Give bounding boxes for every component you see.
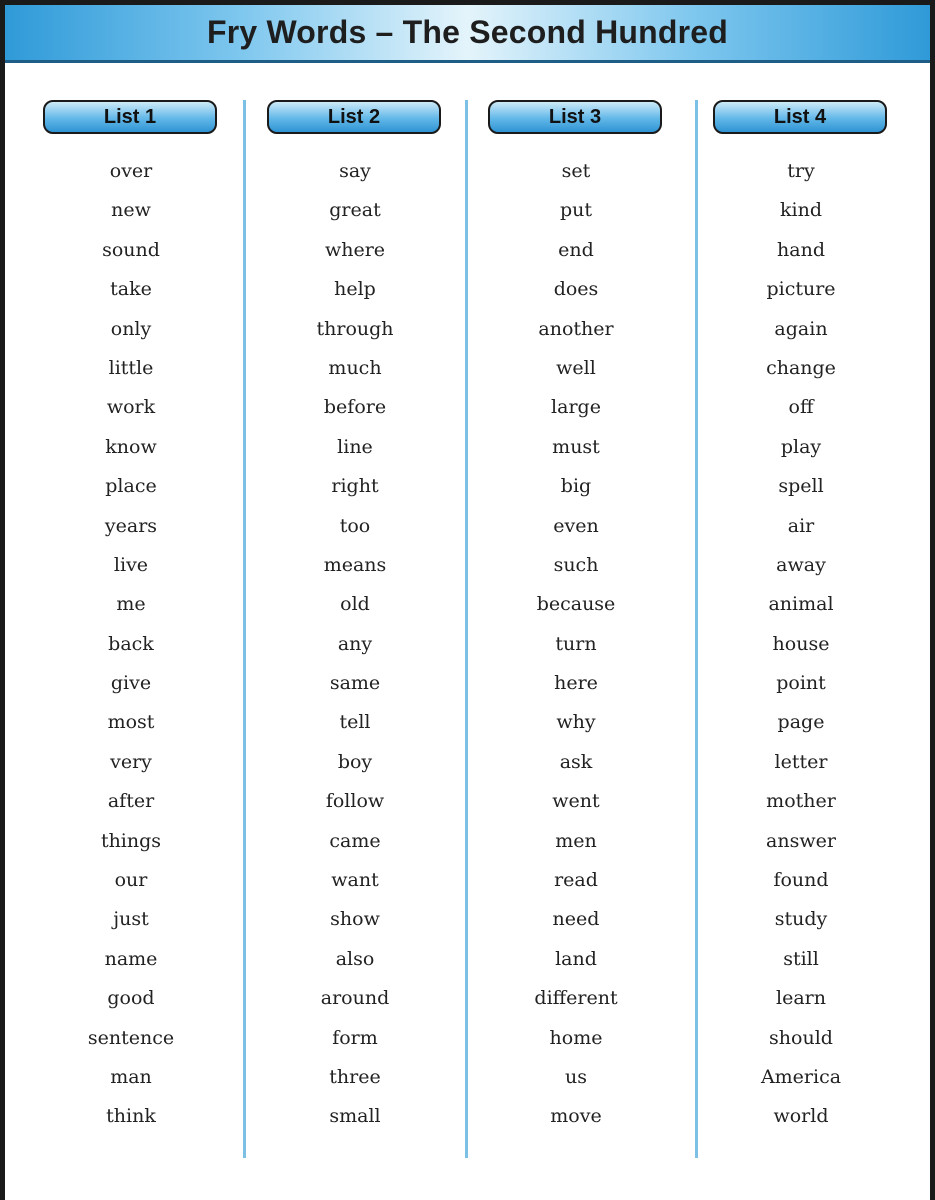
- word-item: before: [323, 396, 387, 419]
- word-item: tell: [339, 711, 371, 734]
- title-banner: [5, 5, 930, 63]
- word-item: know: [105, 435, 157, 458]
- word-item: want: [331, 869, 379, 892]
- list-header-2: [267, 100, 441, 134]
- word-item: mother: [766, 790, 836, 813]
- word-item: old: [340, 593, 370, 616]
- list-header-label: List 3: [548, 105, 602, 128]
- word-item: show: [330, 908, 380, 931]
- word-item: through: [316, 317, 394, 340]
- word-item: back: [108, 632, 154, 655]
- word-item: does: [553, 278, 599, 301]
- word-list-4: [713, 152, 889, 1137]
- word-item: America: [760, 1065, 842, 1088]
- word-item: after: [107, 790, 155, 813]
- word-item: land: [555, 947, 597, 970]
- word-item: animal: [768, 593, 834, 616]
- word-item: off: [788, 396, 814, 419]
- word-item: man: [110, 1065, 152, 1088]
- word-item: sentence: [87, 1026, 175, 1049]
- word-item: well: [556, 356, 596, 379]
- word-item: must: [552, 435, 600, 458]
- word-item: name: [104, 947, 158, 970]
- word-item: right: [331, 475, 379, 498]
- word-item: new: [111, 199, 151, 222]
- word-list-2: [267, 152, 443, 1137]
- word-item: went: [552, 790, 600, 813]
- word-item: house: [772, 632, 830, 655]
- word-item: need: [552, 908, 600, 931]
- word-item: little: [108, 356, 154, 379]
- word-item: follow: [325, 790, 385, 813]
- word-item: hand: [777, 238, 825, 261]
- word-item: play: [780, 435, 822, 458]
- word-item: different: [534, 987, 618, 1010]
- word-item: study: [774, 908, 828, 931]
- word-item: answer: [766, 829, 836, 852]
- word-item: world: [773, 1105, 829, 1128]
- word-list-1: [43, 152, 219, 1137]
- word-item: over: [109, 160, 153, 182]
- word-item: only: [110, 317, 152, 340]
- word-item: home: [549, 1026, 603, 1049]
- word-item: spell: [778, 475, 824, 498]
- word-item: around: [320, 987, 390, 1010]
- word-item: years: [104, 514, 158, 537]
- list-header-1: [43, 100, 217, 134]
- word-item: sound: [102, 238, 160, 261]
- word-item: ask: [559, 750, 593, 773]
- list-column-3: [488, 100, 664, 1128]
- word-item: boy: [337, 750, 373, 773]
- word-item: letter: [774, 750, 828, 773]
- word-item: put: [559, 199, 593, 222]
- word-item: things: [100, 829, 162, 852]
- word-item: kind: [780, 199, 822, 222]
- word-item: means: [323, 553, 387, 576]
- word-item: why: [556, 711, 596, 734]
- word-item: help: [334, 278, 376, 301]
- word-item: form: [332, 1026, 378, 1049]
- word-item: came: [329, 829, 381, 852]
- word-item: away: [776, 553, 826, 576]
- word-item: found: [773, 869, 829, 892]
- word-item: take: [110, 278, 152, 301]
- word-item: too: [339, 514, 371, 537]
- word-item: same: [329, 672, 381, 695]
- word-item: big: [560, 475, 592, 498]
- word-item: picture: [766, 278, 836, 301]
- word-item: end: [558, 238, 594, 261]
- word-item: large: [551, 396, 601, 419]
- word-item: again: [774, 317, 828, 340]
- word-item: place: [105, 475, 157, 498]
- word-item: much: [328, 356, 382, 379]
- word-item: most: [107, 711, 155, 734]
- word-item: any: [337, 632, 373, 655]
- word-item: because: [536, 593, 616, 616]
- word-item: live: [113, 553, 149, 576]
- word-item: read: [554, 869, 598, 892]
- word-item: give: [110, 672, 152, 695]
- list-column-4: [713, 100, 889, 1128]
- word-item: me: [116, 593, 146, 616]
- word-item: still: [783, 947, 819, 970]
- word-item: small: [329, 1105, 381, 1128]
- word-item: move: [550, 1105, 602, 1128]
- list-column-1: [43, 100, 219, 1128]
- word-item: such: [553, 553, 599, 576]
- word-item: even: [553, 514, 599, 537]
- word-item: work: [106, 396, 156, 419]
- list-column-2: [267, 100, 443, 1128]
- word-item: our: [114, 869, 148, 892]
- word-item: where: [324, 238, 386, 261]
- word-item: also: [335, 947, 375, 970]
- word-item: line: [337, 435, 373, 458]
- word-item: very: [110, 750, 152, 773]
- word-item: try: [787, 160, 815, 182]
- list-header-label: List 2: [327, 105, 381, 128]
- word-item: just: [113, 908, 149, 931]
- list-header-4: [713, 100, 887, 134]
- word-item: set: [561, 160, 591, 182]
- word-item: us: [565, 1065, 587, 1088]
- list-header-3: [488, 100, 662, 134]
- column-divider: [465, 100, 468, 1158]
- list-header-label: List 1: [103, 105, 157, 128]
- column-divider: [243, 100, 246, 1158]
- word-list-3: [488, 152, 664, 1137]
- list-header-label: List 4: [773, 105, 827, 128]
- word-item: another: [538, 317, 614, 340]
- word-item: air: [787, 514, 815, 537]
- page-title: Fry Words – The Second Hundred: [206, 14, 729, 50]
- word-item: good: [107, 987, 155, 1010]
- word-item: three: [329, 1065, 381, 1088]
- word-item: men: [555, 829, 597, 852]
- word-item: here: [554, 672, 598, 695]
- column-divider: [695, 100, 698, 1158]
- word-item: turn: [555, 632, 597, 655]
- word-item: change: [766, 356, 836, 379]
- word-item: point: [776, 672, 826, 695]
- word-item: should: [769, 1026, 833, 1049]
- word-item: great: [329, 199, 381, 222]
- word-item: learn: [776, 987, 826, 1010]
- word-item: page: [777, 711, 825, 734]
- word-item: think: [106, 1105, 156, 1128]
- word-item: say: [339, 160, 371, 182]
